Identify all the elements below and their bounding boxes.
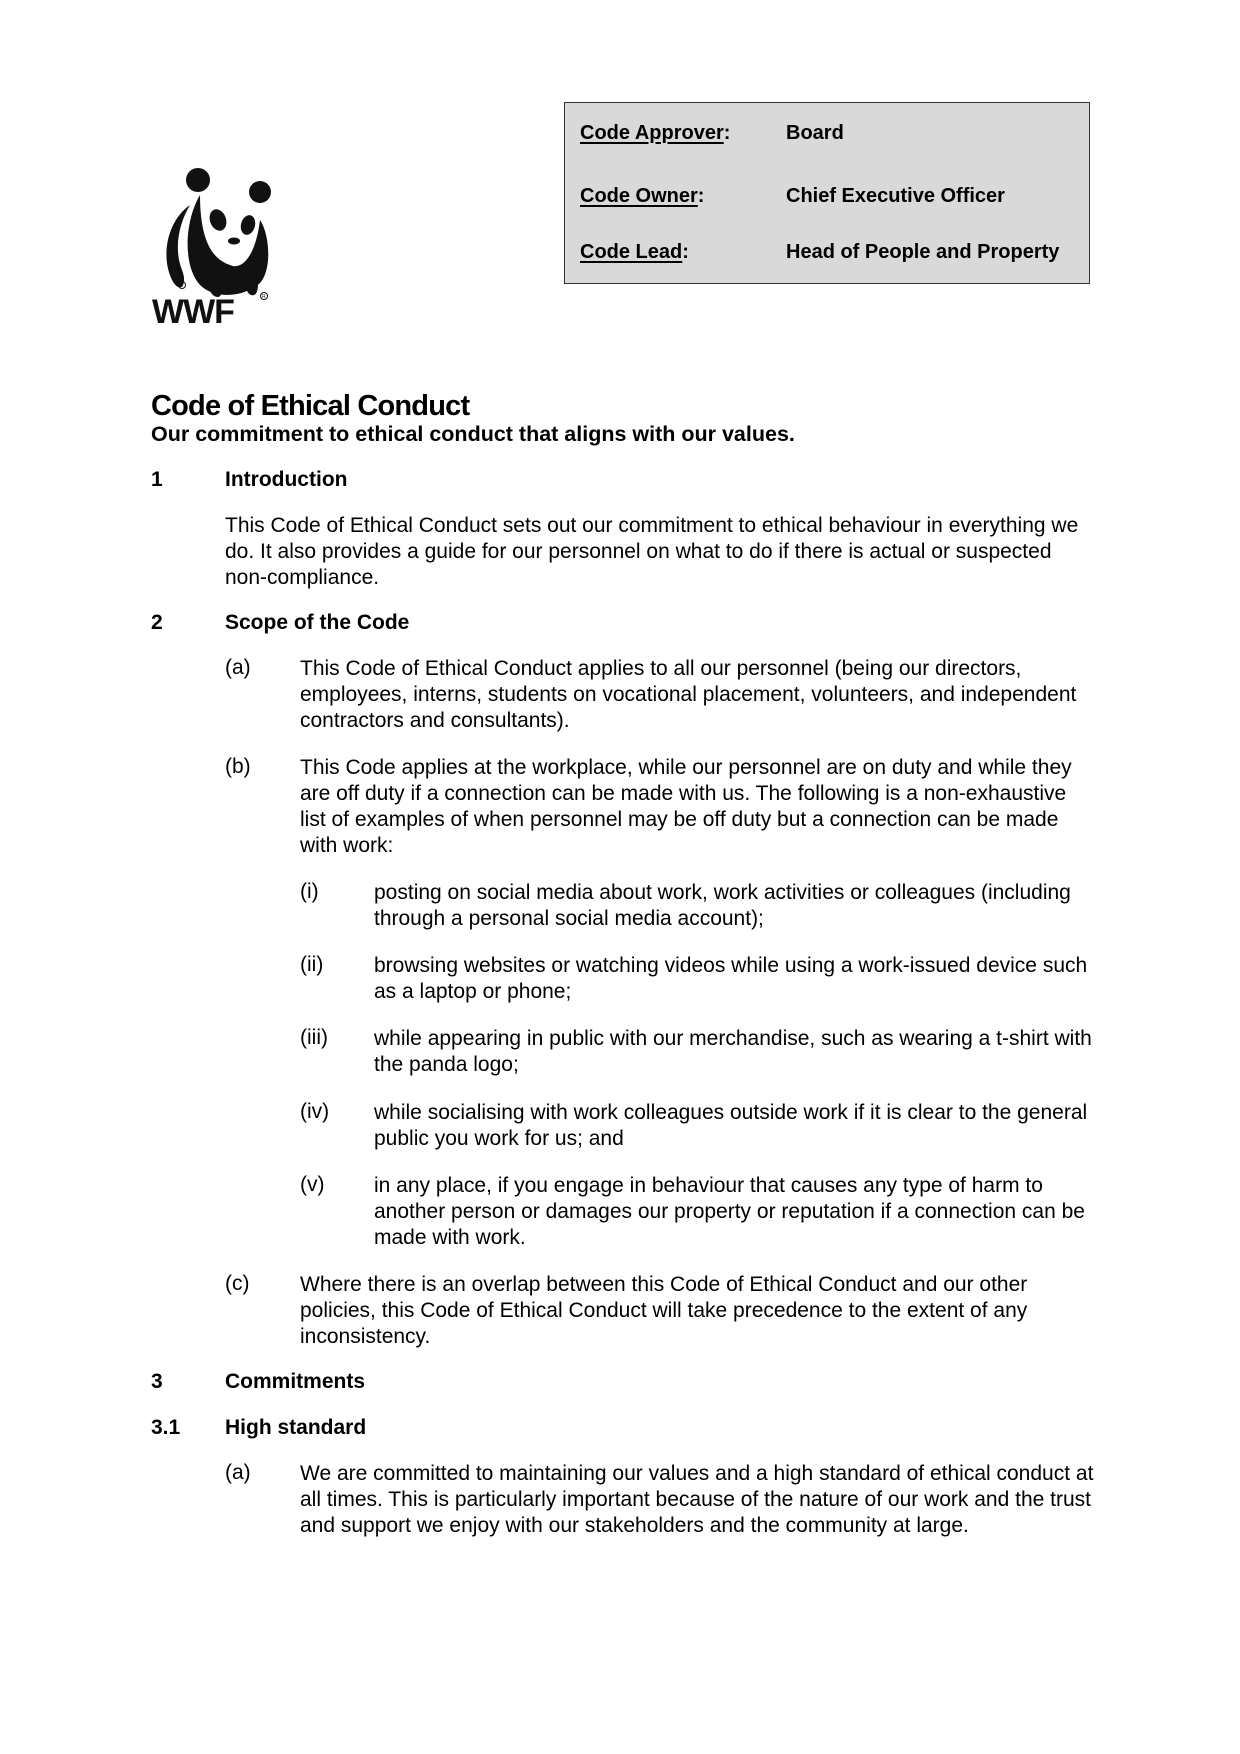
- list-marker: (c): [225, 1272, 250, 1295]
- document-subtitle: Our commitment to ethical conduct that aligns with our values.: [151, 422, 795, 446]
- list-item: Where there is an overlap between this Code of Ethical Conduct and our other policies, this Code of Ethical Conduct will take precedence to the extent of any inconsistency.: [300, 1273, 1028, 1348]
- list-item: This Code of Ethical Conduct applies to all our personnel (being our directors, employees, interns, students on vocational placement, volunteers, and independent contractors and consultants).: [300, 657, 1077, 732]
- sublist-item: while appearing in public with our merchandise, such as wearing a t-shirt with the panda logo;: [374, 1027, 1092, 1076]
- section-heading-introduction: Introduction: [225, 468, 348, 491]
- meta-row-approver: Code Approver: Board: [580, 122, 844, 144]
- sublist-marker: (iv): [300, 1100, 330, 1123]
- svg-text:R: R: [262, 294, 266, 300]
- section-number: 1: [151, 468, 163, 491]
- wwf-panda-logo: [152, 165, 280, 331]
- meta-value: Board: [786, 122, 844, 144]
- meta-label: Code Approver: [580, 122, 724, 144]
- svg-text:c: c: [180, 283, 183, 289]
- section-body-introduction: This Code of Ethical Conduct sets out our commitment to ethical behaviour in everything we do. It also provides a guide for our personnel on what to do if there is actual or suspected non-compliance.: [225, 514, 1079, 589]
- document-title: Code of Ethical Conduct: [151, 390, 470, 422]
- sublist-marker: (ii): [300, 953, 324, 976]
- sublist-item: browsing websites or watching videos while using a work-issued device such as a laptop or phone;: [374, 954, 1088, 1003]
- sublist-item: posting on social media about work, work activities or colleagues (including through a personal social media account);: [374, 881, 1071, 930]
- meta-label: Code Lead: [580, 241, 683, 263]
- meta-row-lead: Code Lead: Head of People and Property: [580, 241, 1060, 263]
- list-item: This Code applies at the workplace, while our personnel are on duty and while they are off duty if a connection can be made with us. The following is a non-exhaustive list of examples of when personnel may be off duty but a connection can be made with work:: [300, 756, 1072, 857]
- meta-row-owner: Code Owner: Chief Executive Officer: [580, 185, 1005, 207]
- list-item: We are committed to maintaining our values and a high standard of ethical conduct at all times. This is particularly important because of the nature of our work and the trust and support we enjoy with our stakeholders and the community at large.: [300, 1462, 1094, 1537]
- sublist-item: while socialising with work colleagues outside work if it is clear to the general public you work for us; and: [374, 1101, 1088, 1150]
- list-marker: (b): [225, 755, 251, 778]
- list-marker: (a): [225, 1461, 251, 1484]
- sublist-item: in any place, if you engage in behaviour that causes any type of harm to another person or damages our property or reputation if a connection can be made with work.: [374, 1174, 1085, 1249]
- section-heading-scope: Scope of the Code: [225, 611, 410, 634]
- meta-label: Code Owner: [580, 185, 698, 207]
- meta-value: Chief Executive Officer: [786, 185, 1005, 207]
- section-number: 2: [151, 611, 163, 634]
- sublist-marker: (v): [300, 1173, 325, 1196]
- wwf-wordmark: WWF: [152, 293, 234, 331]
- sublist-marker: (i): [300, 880, 319, 903]
- meta-value: Head of People and Property: [786, 241, 1060, 263]
- sublist-marker: (iii): [300, 1026, 328, 1049]
- section-number: 3.1: [151, 1416, 181, 1439]
- section-heading-high-standard: High standard: [225, 1416, 367, 1439]
- code-metadata-box: [564, 102, 1090, 284]
- section-heading-commitments: Commitments: [225, 1370, 366, 1393]
- list-marker: (a): [225, 656, 251, 679]
- section-number: 3: [151, 1370, 163, 1393]
